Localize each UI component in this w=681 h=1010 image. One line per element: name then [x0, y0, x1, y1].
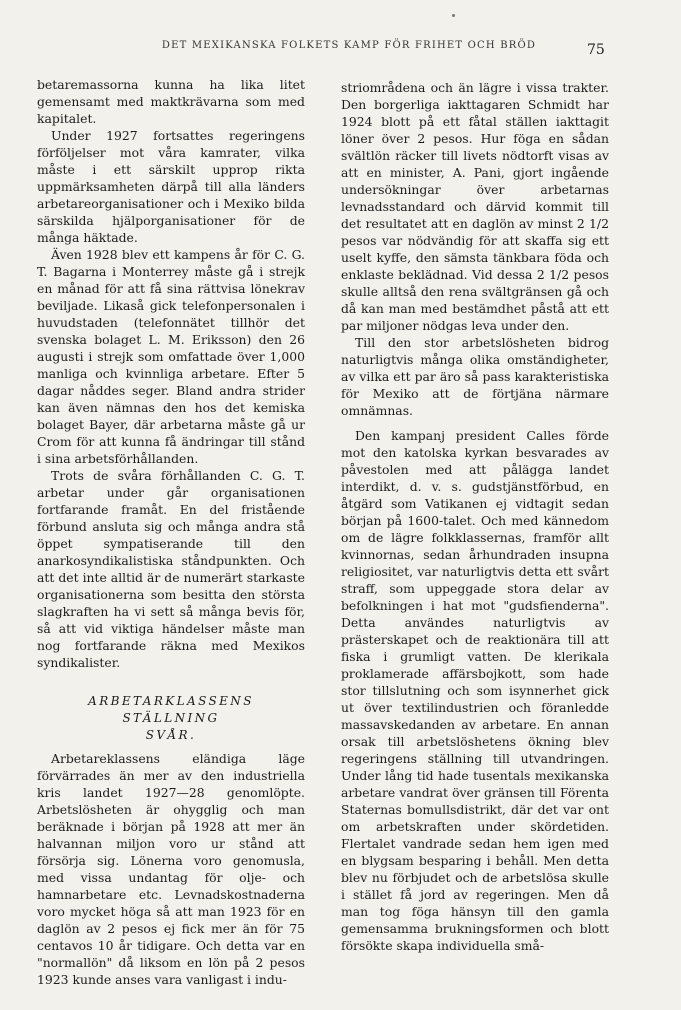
section-heading: [37, 693, 305, 744]
paragraph: Den kampanj president Calles förde mot den katolska kyrkan besvarades av påvestolen med att pålägga landet interdikt, d. v. s. gudstjänstförbud, en åtgärd som Vatikanen ej vidtagit sedan början på 1600-talet. Och med kännedom om de lägre folkklassernas, framför allt kvinnornas, sedan århundraden insupna religiositet, var naturligtvis detta ett svårt straff, som uppeggade stora delar av befolkningen i hat mot "gudsfienderna". Detta användes naturligtvis av prästerskapet och de reaktionära till att fiska i grumligt vatten. De klerikala proklamerade affärsbojkott, som hade stor tillslutning och som isynnerhet gick ut över textilindustrien och föranledde massavskedanden av arbetare. En annan orsak till arbetslöshetens ökning blev regeringens ställning till utvandringen. Under lång tid hade tusentals mexikanska arbetare vandrat över gränsen till Förenta Staternas bomullsdistrikt, där det var ont om arbetskraften under skördetiden. Flertalet vandrade sedan hem igen med en blygsam besparing i behåll. Men detta blev nu förbjudet och de arbetslösa skulle i stället få jord av regeringen. Men då man tog föga hänsyn till den gamla gemensamma brukningsformen och blott försökte skapa individuella små-: [341, 428, 609, 953]
paragraph: Under 1927 fortsattes regeringens förföljelser mot våra kamrater, vilka måste i ett särskilt upprop rikta uppmärksamheten därpå till alla länders arbetareorganisationer och i Mexiko bilda särskilda hjälporganisationer för de många häktade.: [37, 128, 305, 245]
section-heading-line: SVÅR.: [145, 728, 197, 742]
paragraph: striområdena och än lägre i vissa trakter. Den borgerliga iakttagaren Schmidt har 1924 blott på ett fåtal ställen iakttagit löner över 2 pesos. Hur föga en sådan svältlön räcker till livets nödtorft visas av att en minister, A. Pani, gjort ingående undersökningar över arbetarnas levnadsstandard och därvid kommit till det resultatet att en daglön av minst 2 1/2 pesos var nödvändig för att skaffa sig ett uselt kyffe, den sämsta tänkbara föda och enklaste beklädnad. Vid dessa 2 1/2 pesos skulle alltså den rena svältgränsen gå och då kan man med bestämdhet påstå att ett par miljoner nödgas leva under den.: [341, 80, 609, 333]
paragraph: Till den stor arbetslösheten bidrog naturligtvis många olika omständigheter, av vilka ett par äro så pass karakteristiska för Mexiko att de förtjäna närmare omnämnas.: [341, 335, 609, 418]
section-heading-line: ARBETARKLASSENS STÄLLNING: [88, 694, 254, 725]
paragraph: Även 1928 blev ett kampens år för C. G. T. Bagarna i Monterrey måste gå i strejk en månad för att få sina rättvisa lönekrav beviljade. Likaså gick telefonpersonalen i huvudstaden (telefonnätet tillhör det svenska bolaget L. M. Eriksson) den 26 augusti i strejk som omfattade över 1,000 manliga och kvinnliga arbetare. Efter 5 dagar nåddes seger. Bland andra strider kan även nämnas den hos det kemiska bolaget Bayer, där arbetarna måste gå ur Crom för att kunna få ändringar till stånd i sina arbetsförhållanden.: [37, 247, 305, 466]
right-column: [341, 79, 609, 954]
paragraph: betaremassorna kunna ha lika litet gemensamt med maktkrävarna som med kapitalet.: [37, 77, 305, 126]
paragraph: Trots de svåra förhållanden C. G. T. arbetar under går organisationen fortfarande framåt. En del fristående förbund ansluta sig och många andra stå öppet sympatiserande till den anarkosyndikalistiska ståndpunkten. Och att det inte alltid är de numerärt starkaste organisationerna som besitta den största slagkraften ha vi sett så många bevis för, så att vid viktiga händelser måste man nog fortfarande räkna med Mexikos syndikalister.: [37, 468, 305, 670]
left-column: [37, 76, 305, 988]
page-number: 75: [587, 42, 605, 58]
running-header: DET MEXIKANSKA FOLKETS KAMP FÖR FRIHET OCH BRÖD: [161, 40, 537, 51]
paragraph: Arbetareklassens eländiga läge förvärrades än mer av den industriella kris landet 1927—28 genomlöpte. Arbetslösheten är ohygglig och man beräknade i början på 1928 att mer än halvannan miljon voro ur stånd att försörja sig. Lönerna voro genomusla, med vissa undantag för olje- och hamnarbetare etc. Levnadskostnaderna voro mycket höga så att man 1923 för en daglön av 2 pesos ej fick mer än för 75 centavos 10 år tidigare. Och detta var en "normallön" då liksom en lön på 2 pesos 1923 kunde anses vara vanligast i indu-: [37, 751, 305, 987]
print-speck: [452, 14, 455, 17]
